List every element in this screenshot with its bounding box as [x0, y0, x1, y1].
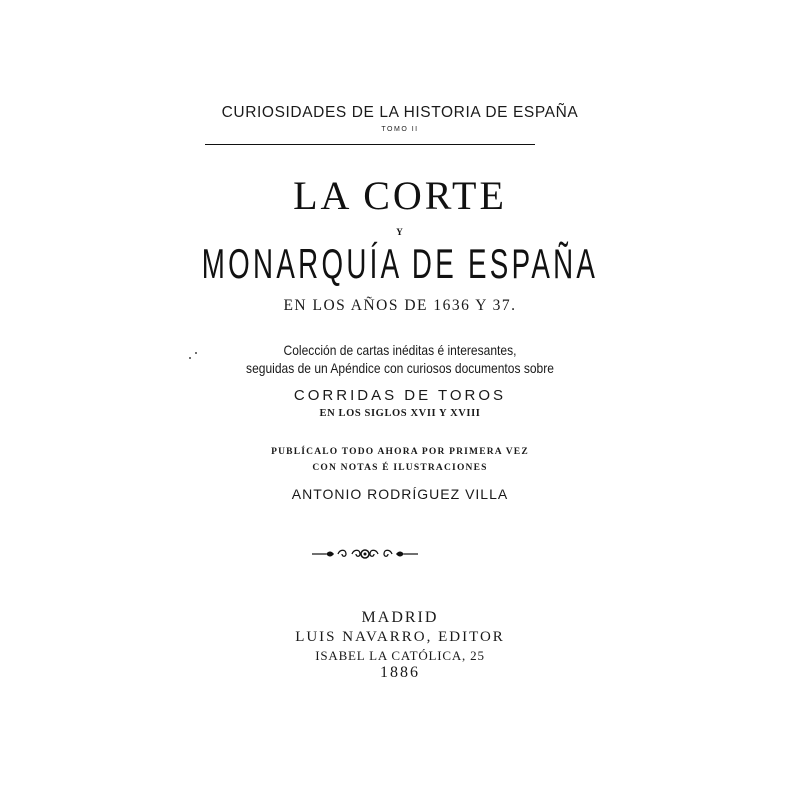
imprint-year: 1886 — [380, 664, 420, 681]
centuries-line: EN LOS SIGLOS XVII Y XVIII — [319, 408, 481, 419]
description-line-1: Colección de cartas inéditas é interesantes, — [283, 342, 517, 358]
header-rule-divider — [205, 144, 535, 145]
description-line-2: seguidas de un Apéndice con curiosos documentos sobre — [246, 360, 554, 376]
imprint-publisher: LUIS NAVARRO, EDITOR — [295, 629, 505, 645]
author-name: ANTONIO RODRÍGUEZ VILLA — [291, 486, 509, 502]
publication-note-line-2: CON NOTAS É ILUSTRACIONES — [312, 463, 488, 473]
series-title: CURIOSIDADES DE LA HISTORIA DE ESPAÑA — [221, 104, 579, 121]
imprint-address: ISABEL LA CATÓLICA, 25 — [315, 648, 485, 663]
main-title-line-2: MONARQUÍA DE ESPAÑA — [201, 240, 599, 287]
main-title-line-1: LA CORTE — [293, 173, 507, 218]
title-conjunction: Y — [396, 227, 404, 237]
publication-note-line-1: PUBLÍCALO TODO AHORA POR PRIMERA VEZ — [271, 447, 529, 457]
imprint-city: MADRID — [361, 609, 439, 626]
bullfights-heading: CORRIDAS DE TOROS — [293, 387, 507, 404]
years-subtitle: EN LOS AÑOS DE 1636 Y 37. — [283, 297, 517, 314]
fleuron-ornament-icon — [312, 548, 418, 560]
volume-label: TOMO II — [381, 126, 419, 133]
